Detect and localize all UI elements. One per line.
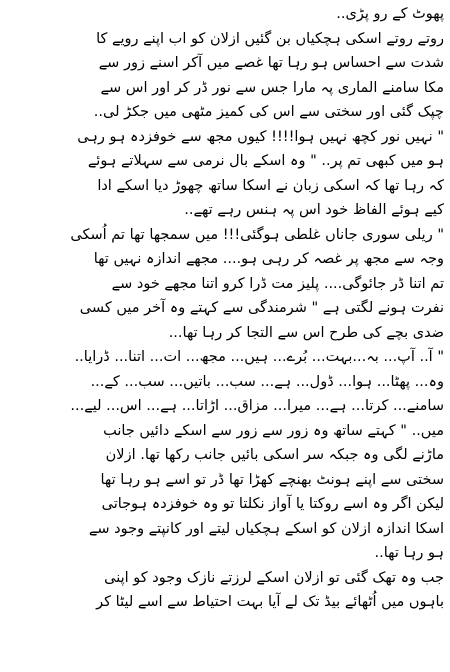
text-line: ہو رہا تھا.. — [374, 545, 444, 561]
text-line: نفرت ہونے لگتی ہے " شرمندگی سے کہتے وہ آخر میں کسی — [79, 300, 444, 316]
text-line: سختی سے اپنے ہونٹ بھنچے کھڑا تھا ڈر تو اسے ہو رہا تھا — [100, 471, 444, 488]
text-line: اسکا اندازہ ازلان کو اسکے ہچکیاں لیتے اور کانپتے وجود سے — [88, 520, 444, 537]
text-line: میں.. " کہتے ساتھ وہ زور سے زور سے اسکے دائیں جانب — [103, 422, 444, 439]
text-line: باہوں میں اُٹھائے بیڈ تک لے آیا بہت احتیاط سے اسے لیٹا کر — [96, 594, 444, 610]
text-line: سامنے... کرتا... ہے... میرا... مزاق... اڑاتا... ہے... اس... لیے... — [70, 398, 444, 414]
text-line: مکا سامنے الماری پہ مارا جس سے نور ڈر کر اور اس سے — [100, 79, 444, 96]
text-line: " ریلی سوری جاناں غلطی ہوگئی!!! میں سمجھا تھا تم اُسکی — [70, 226, 444, 243]
text-line: کہ رہا تھا کہ اسکی زبان نے اسکا ساتھ چھوڑ دیا اسکے ادا — [97, 177, 444, 194]
text-line: روتے روتے اسکی ہچکیاں بن گئیں ازلان کو اب اپنے رویے کا — [96, 30, 444, 47]
text-line: وجہ سے مجھ پر غصہ کر رہی ہو.... مجھے اندازہ نہیں تھا — [93, 251, 444, 267]
text-line: لیکن اگر وہ اسے روکتا یا آواز نکلتا تو وہ خوفزدہ ہوجاتی — [101, 496, 444, 512]
text-line: تم اتنا ڈر جائوگی.... پلیز مت ڈرا کرو اتنا مجھے خود سے — [111, 275, 444, 292]
text-line: " نہیں نور کچھ نہیں ہوا!!!! کیوں مجھ سے خوفزدہ ہو رہی — [77, 128, 444, 145]
text-line: " آ.. آپ... بہ...بہت... بُرے... ہیں... مجھ... ات... اتنا... ڈرایا.. — [74, 349, 444, 365]
text-line: چپک گئی اور سختی سے اس کی کمیز مٹھی میں جکڑ لی.. — [93, 104, 444, 120]
text-line: وہ... پھٹا... ہوا... ڈول... ہے... سب... باتیں... سب... کے... — [90, 373, 444, 390]
text-line: ہو میں کبھی تم پر.. " وہ اسکے بال نرمی سے سہلاتے ہوئے — [87, 153, 444, 169]
text-line: ضدی بچے کی طرح اس سے التجا کر رہا تھا... — [168, 324, 444, 341]
text-line: ماڑنے لگی وہ جبکہ سر اسکی بائیں جانب رکھا تھا. ازلان — [105, 447, 444, 463]
text-line: جب وہ تھک گئی تو ازلان اسکے لرزتے نازک وجود کو اپنی — [104, 569, 444, 586]
text-line: پھوٹ کے رو پڑی.. — [336, 6, 444, 22]
text-line: شدت سے احساس ہو رہا تھا غصے میں آکر اسنے زور سے — [98, 55, 444, 71]
text-line: کیے ہوئے الفاظ خود اس پہ ہنس رہے تھے.. — [184, 202, 444, 218]
